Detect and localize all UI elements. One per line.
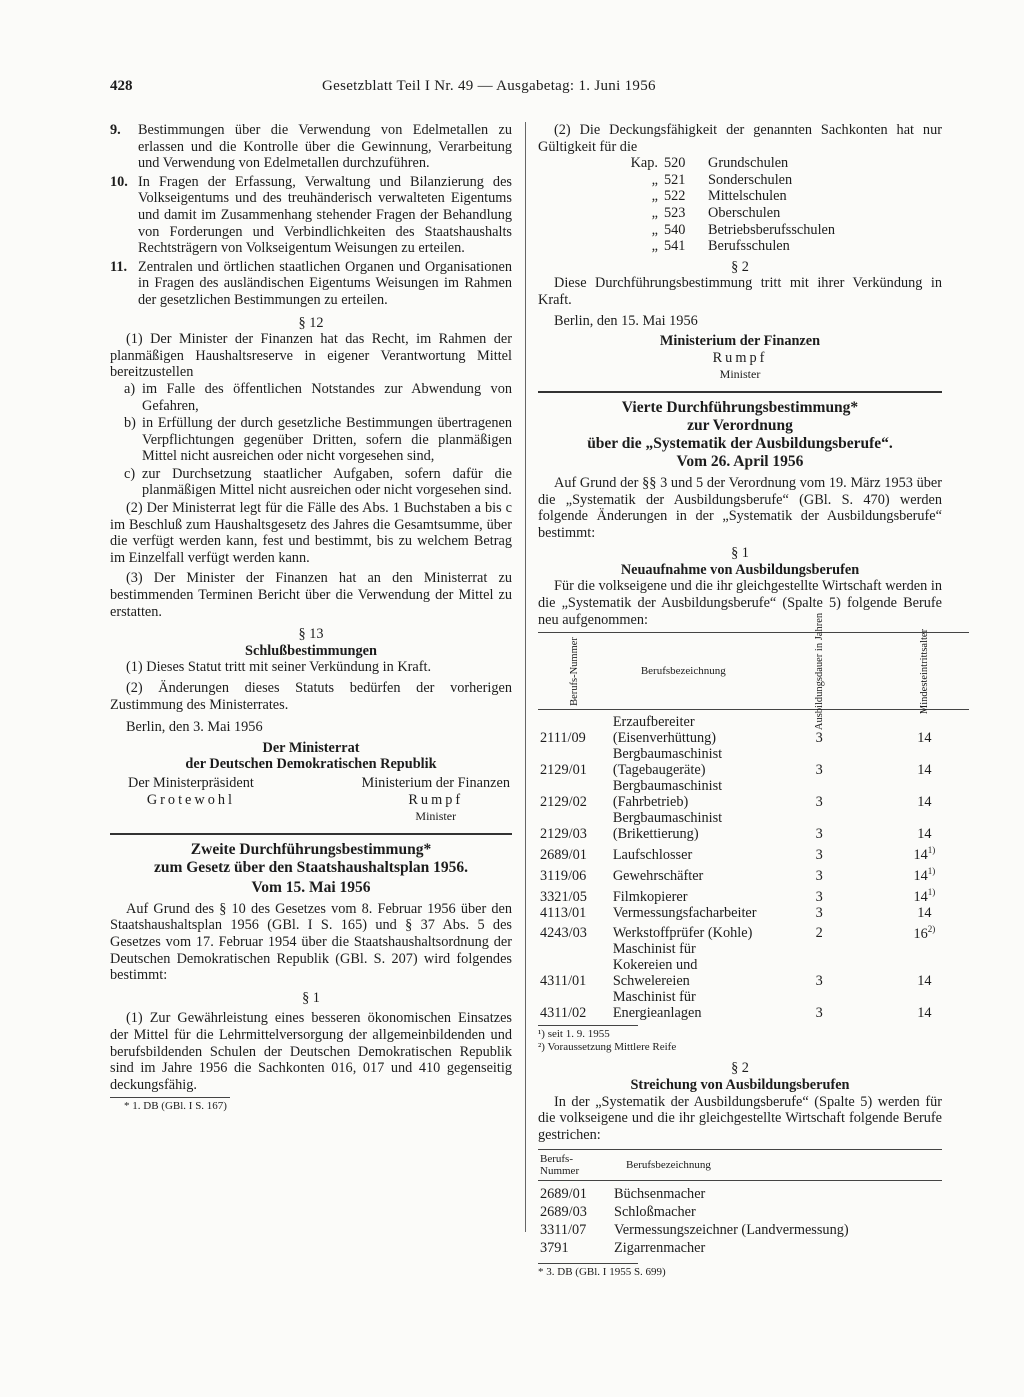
age-footnote-mark: 2) — [927, 923, 936, 934]
left-column — [110, 122, 512, 1113]
s13-paragraph-1: (1) Dieses Statut tritt mit seiner Verkündung in Kraft. — [126, 659, 432, 676]
v-s1-heading: § 1 — [731, 545, 749, 562]
vierte-date: Vom 26. April 1956 — [676, 452, 804, 470]
cell-name: Maschinist für Energieanlagen — [612, 989, 702, 1022]
cell-number: 3311/07 — [540, 1222, 587, 1239]
cell-name: Büchsenmacher — [614, 1186, 706, 1203]
sub-item — [124, 466, 512, 499]
kapitel-item — [624, 238, 942, 255]
sub-letter: b) — [124, 415, 136, 432]
age-value: 14 — [913, 847, 928, 864]
item-number: 11. — [110, 258, 128, 275]
cell-number: 3791 — [540, 1240, 569, 1257]
table-row — [538, 884, 969, 905]
table-row — [538, 1221, 942, 1239]
cell-name: Schloßmacher — [614, 1204, 696, 1221]
cell-number: 2129/02 — [540, 794, 587, 811]
item-number: 10. — [110, 173, 128, 190]
numbered-item — [110, 259, 512, 309]
page-number: 428 — [110, 78, 133, 94]
cell-duration: 3 — [815, 904, 823, 921]
v-s2-heading: § 2 — [731, 1060, 749, 1077]
item-text: In Fragen der Erfassung, Verwaltung und Bilanzierung des Volkseigentums und des treuhänderisch verwalteten Eigentums und damit im Zusammenhang stehender Fragen der Behandlung von Forderungen und Verbindlichkeiten des Staatshaushalts Rechtsträgern von Volkseigentum Weisungen zu erteilen. — [138, 173, 512, 257]
table-footnote-1: ¹) seit 1. 9. 1955 — [538, 1028, 610, 1041]
cell-min-age — [880, 746, 969, 778]
cell-min-age — [880, 884, 969, 905]
sub-text: in Erfüllung der durch gesetzliche Bestimmungen übertragenen Verpflichtungen gegenüber Dritten, sofern die planmäßigen Mittel nicht ausreichen oder nicht vorgesehen sind, — [142, 415, 512, 465]
v-s2-paragraph: In der „Systematik der Ausbildungsberufe“ (Spalte 5) werden für die volkseigene und die ihr gleichgestellte Wirtschaft folgende Berufe gestrichen: — [538, 1093, 942, 1143]
cell-name: Bergbaumaschinist (Fahrbetrieb) — [612, 778, 723, 811]
age-value: 14 — [917, 730, 932, 747]
s12-paragraph-3: (3) Der Minister der Finanzen hat an den Ministerrat zu bestimmenden Terminen Bericht über die Verwendung der Mittel zu erstatten. — [110, 570, 512, 620]
column-divider — [525, 122, 526, 1232]
place-date: Berlin, den 3. Mai 1956 — [126, 719, 263, 736]
s12-paragraph-1: (1) Der Minister der Finanzen hat das Recht, im Rahmen der planmäßigen Haushaltsreserve in eigener Verantwortung Mittel bereitzustellen — [110, 331, 512, 381]
sub-letter: c) — [124, 465, 136, 482]
authority-line-2: der Deutschen Demokratischen Republik — [185, 756, 437, 773]
table-row — [538, 1239, 942, 1257]
cell-number: 4113/01 — [540, 904, 587, 921]
cell-min-age — [880, 842, 969, 863]
cell-number: 2689/03 — [540, 1204, 587, 1221]
table-row — [538, 905, 969, 921]
table-footnote-2: ²) Voraussetzung Mittlere Reife — [538, 1041, 677, 1054]
cell-duration: 3 — [815, 794, 823, 811]
place-date-2: Berlin, den 15. Mai 1956 — [554, 312, 698, 329]
cell-number: 4311/01 — [540, 973, 587, 990]
numbered-item — [110, 122, 512, 172]
age-footnote-mark: 1) — [927, 866, 936, 877]
age-value: 16 — [913, 925, 928, 942]
kapitel-item — [624, 172, 942, 189]
zweite-title-2: zum Gesetz über den Staatshaushaltsplan 1956. — [153, 858, 469, 876]
table-row — [538, 989, 969, 1021]
right-column — [538, 122, 942, 1279]
kapitel-name: Berufsschulen — [708, 238, 790, 255]
sig-right-name: Rumpf — [408, 791, 464, 808]
age-value: 14 — [917, 794, 932, 811]
sub-item — [124, 381, 512, 414]
th-number: Berufs-Nummer — [538, 633, 611, 710]
numbered-list — [110, 122, 512, 309]
cell-min-age — [880, 863, 969, 884]
cell-name: Bergbaumaschinist (Brikettierung) — [612, 810, 723, 843]
footnote-right: * 3. DB (GBl. I 1955 S. 699) — [538, 1266, 666, 1279]
age-value: 14 — [913, 888, 928, 905]
v-s2-title: Streichung von Ausbildungsberufen — [630, 1076, 850, 1093]
table-row — [538, 1181, 942, 1204]
cell-name: Vermessungsfacharbeiter — [612, 904, 757, 921]
vierte-title-2: zur Verordnung — [687, 416, 793, 434]
kapitel-name: Grundschulen — [708, 155, 789, 172]
authority-line-1: Der Ministerrat — [262, 739, 360, 756]
kapitel-name: Mittelschulen — [708, 188, 787, 205]
age-value: 14 — [917, 762, 932, 779]
zweite-date: Vom 15. Mai 1956 — [251, 878, 371, 896]
age-footnote-mark: 1) — [927, 886, 936, 897]
signature-block — [110, 773, 512, 825]
header-title: Gesetzblatt Teil I Nr. 49 — Ausgabetag: 1. Juni 1956 — [322, 78, 656, 94]
kapitel-prefix: „ — [651, 171, 658, 188]
kapitel-item — [624, 155, 942, 172]
vierte-title-1: Vierte Durchführungsbestimmung* — [621, 398, 859, 416]
kapitel-number: 523 — [664, 204, 686, 221]
item-number: 9. — [110, 122, 121, 138]
age-value: 14 — [913, 867, 928, 884]
kapitel-number: 521 — [664, 171, 686, 188]
cell-number: 3321/05 — [540, 888, 587, 905]
vierte-title-3: über die „Systematik der Ausbildungsberufe“. — [587, 434, 893, 452]
age-value: 14 — [917, 1005, 932, 1022]
sig-right-title: Ministerium der Finanzen — [361, 774, 510, 791]
table-row — [538, 921, 969, 942]
kapitel-number: 520 — [664, 155, 686, 172]
cell-name: Gewehrschäfter — [612, 867, 704, 884]
sig-left-name: Grotewohl — [146, 791, 235, 808]
footnote-rule-2 — [538, 1263, 638, 1264]
th-duration: Ausbildungsdauer in Jahren — [759, 633, 880, 710]
kapitel-item — [624, 222, 942, 239]
kapitel-item — [624, 205, 942, 222]
cell-name: Maschinist für Kokereien und Schwelereien — [612, 941, 698, 990]
kapitel-name: Oberschulen — [708, 204, 781, 221]
age-value: 14 — [917, 826, 932, 843]
cell-min-age — [880, 905, 969, 921]
th2-name: Berufsbezeichnung — [612, 1150, 942, 1181]
cell-min-age — [880, 810, 969, 842]
cell-min-age — [880, 778, 969, 810]
cell-name: Laufschlosser — [612, 847, 693, 864]
cell-number: 2689/01 — [540, 847, 587, 864]
table-row — [538, 710, 969, 747]
kapitel-list — [624, 155, 942, 255]
cell-duration: 3 — [815, 730, 823, 747]
age-footnote-mark: 1) — [927, 845, 936, 856]
age-value: 14 — [917, 904, 932, 921]
cell-min-age — [880, 710, 969, 747]
removed-professions-table — [538, 1149, 942, 1257]
zweite-intro: Auf Grund des § 10 des Gesetzes vom 8. Februar 1956 über den Staatshaushaltsplan 1956 (GBl. I S. 165) und § 37 Abs. 5 des Gesetzes vom 17. Februar 1954 über die Staatshaushaltsordnung der Deutschen Demokratischen Republik (GBl. S. 207) wird folgendes bestimmt: — [110, 900, 512, 984]
section-13-heading: § 13 — [298, 626, 324, 643]
kapitel-item — [624, 188, 942, 205]
section-13-title: Schlußbestimmungen — [245, 642, 377, 659]
age-value: 14 — [917, 973, 932, 990]
footnote: * 1. DB (GBl. I S. 167) — [124, 1100, 227, 1113]
sig-right-role: Minister — [415, 809, 457, 824]
cell-number: 2111/09 — [540, 730, 586, 747]
sub-text: zur Durchsetzung staatlicher Aufgaben, sofern dafür die planmäßigen Mittel nicht ausreichen oder nicht vorgesehen sind. — [142, 465, 512, 499]
cell-number: 2129/03 — [540, 826, 587, 843]
table-row — [538, 1203, 942, 1221]
cell-number: 4311/02 — [540, 1005, 587, 1022]
cell-duration: 3 — [815, 847, 823, 864]
kapitel-name: Betriebsberufsschulen — [708, 221, 836, 238]
v-s1-title: Neuaufnahme von Ausbildungsberufen — [620, 561, 860, 578]
sub-item — [124, 415, 512, 465]
sub-text: im Falle des öffentlichen Notstandes zur Abwendung von Gefahren, — [142, 380, 512, 414]
cell-name: Zigarrenmacher — [614, 1240, 706, 1257]
s12-paragraph-2: (2) Der Ministerrat legt für die Fälle des Abs. 1 Buchstaben a bis c im Beschluß zum Haushaltsgesetz des Jahres die Gesamtsumme, über die verfügt werden kann, fest und bestimmt, bis zu welchem Betrag im Einzelfall verfügt werden kann. — [110, 500, 512, 566]
zweite-s2-paragraph: Diese Durchführungsbestimmung tritt mit ihrer Verkündung in Kraft. — [538, 275, 942, 308]
sub-letter: a) — [124, 380, 136, 397]
kapitel-number: 540 — [664, 221, 686, 238]
cell-name: Werkstoffprüfer (Kohle) — [612, 925, 753, 942]
zweite-s1-heading: § 1 — [302, 989, 320, 1006]
cell-min-age — [880, 921, 969, 942]
cell-min-age — [880, 941, 969, 989]
cell-number: 4243/03 — [540, 925, 587, 942]
cell-duration: 2 — [815, 925, 823, 942]
table-row — [538, 863, 969, 884]
section-12-heading: § 12 — [298, 314, 324, 331]
table-row — [538, 941, 969, 989]
table-row — [538, 778, 969, 810]
table-footnote-rule — [538, 1025, 638, 1026]
zweite-s1-paragraph-1: (1) Zur Gewährleistung eines besseren ökonomischen Einsatzes der Mittel für die Lehrmittelversorgung der allgemeinbildenden und berufsbildenden Schulen der Deutschen Demokratischen Republik sind im Jahre 1956 die Sachkonten 016, 017 und 410 gegenseitig deckungsfähig. — [110, 1010, 512, 1093]
cell-duration: 3 — [815, 826, 823, 843]
signature-name: Rumpf — [712, 349, 768, 366]
th-min-age: Mindesteintrittsalter — [880, 633, 969, 710]
kapitel-prefix: „ — [651, 221, 658, 238]
kapitel-number: 522 — [664, 188, 686, 205]
table-row — [538, 810, 969, 842]
zweite-s1-paragraph-2: (2) Die Deckungsfähigkeit der genannten Sachkonten hat nur Gültigkeit für die — [538, 122, 942, 155]
signature-role: Minister — [719, 367, 761, 382]
sig-left-title: Der Ministerpräsident — [128, 774, 254, 791]
table-row — [538, 746, 969, 778]
cell-duration: 3 — [815, 888, 823, 905]
item-text: Bestimmungen über die Verwendung von Edelmetallen zu erlassen und die Kontrolle über die Gewinnung, Verarbeitung und Verwendung von Edelmetallen durchzuführen. — [138, 122, 512, 172]
kapitel-prefix: Kap. — [630, 155, 658, 172]
v-s1-paragraph: Für die volkseigene und die ihr gleichgestellte Wirtschaft werden in die „Systematik der Ausbildungsberufe“ (Spalte 5) folgende Berufe neu aufgenommen: — [538, 578, 942, 628]
kapitel-name: Sonderschulen — [708, 171, 793, 188]
vierte-intro: Auf Grund der §§ 3 und 5 der Verordnung vom 19. März 1953 über die „Systematik der Ausbildungsberufe“ (GBl. S. 470) werden folgende Änderungen in der „Systematik der Ausbildungsberufe“ bestimmt: — [538, 474, 942, 541]
cell-min-age — [880, 989, 969, 1021]
table-row — [538, 842, 969, 863]
th-name: Berufsbezeichnung — [611, 633, 759, 710]
numbered-item — [110, 174, 512, 257]
kapitel-prefix: „ — [651, 204, 658, 221]
kapitel-number: 541 — [664, 238, 686, 255]
ministry-name: Ministerium der Finanzen — [659, 333, 821, 350]
zweite-s2-heading: § 2 — [731, 258, 749, 275]
th2-number: Berufs-Nummer — [538, 1150, 612, 1181]
new-professions-table — [538, 612, 969, 1022]
cell-duration: 3 — [815, 762, 823, 779]
cell-number: 3119/06 — [540, 867, 587, 884]
cell-duration: 3 — [815, 1005, 823, 1022]
cell-name: Bergbaumaschinist (Tagebaugeräte) — [612, 746, 723, 779]
cell-name: Vermessungszeichner (Landvermessung) — [614, 1222, 849, 1239]
kapitel-prefix: „ — [651, 238, 658, 255]
footnote-rule — [110, 1097, 230, 1098]
cell-duration: 3 — [815, 867, 823, 884]
cell-duration: 3 — [815, 973, 823, 990]
cell-number: 2689/01 — [540, 1186, 587, 1203]
section-rule — [110, 833, 512, 835]
item-text: Zentralen und örtlichen staatlichen Organen und Organisationen in Fragen des ausländischen Eigentums Weisungen im Rahmen der gesetzlichen Bestimmungen zu erteilen. — [138, 258, 512, 308]
zweite-title-1: Zweite Durchführungsbestimmung* — [190, 840, 432, 858]
cell-number: 2129/01 — [540, 762, 587, 779]
kapitel-prefix: „ — [651, 188, 658, 205]
s13-paragraph-2: (2) Änderungen dieses Statuts bedürfen der vorherigen Zustimmung des Ministerrates. — [110, 680, 512, 713]
s12-sub-list — [110, 381, 512, 499]
section-rule-2 — [538, 391, 942, 393]
cell-name: Erzaufbereiter (Eisenverhüttung) — [612, 714, 717, 747]
cell-name: Filmkopierer — [612, 888, 688, 905]
